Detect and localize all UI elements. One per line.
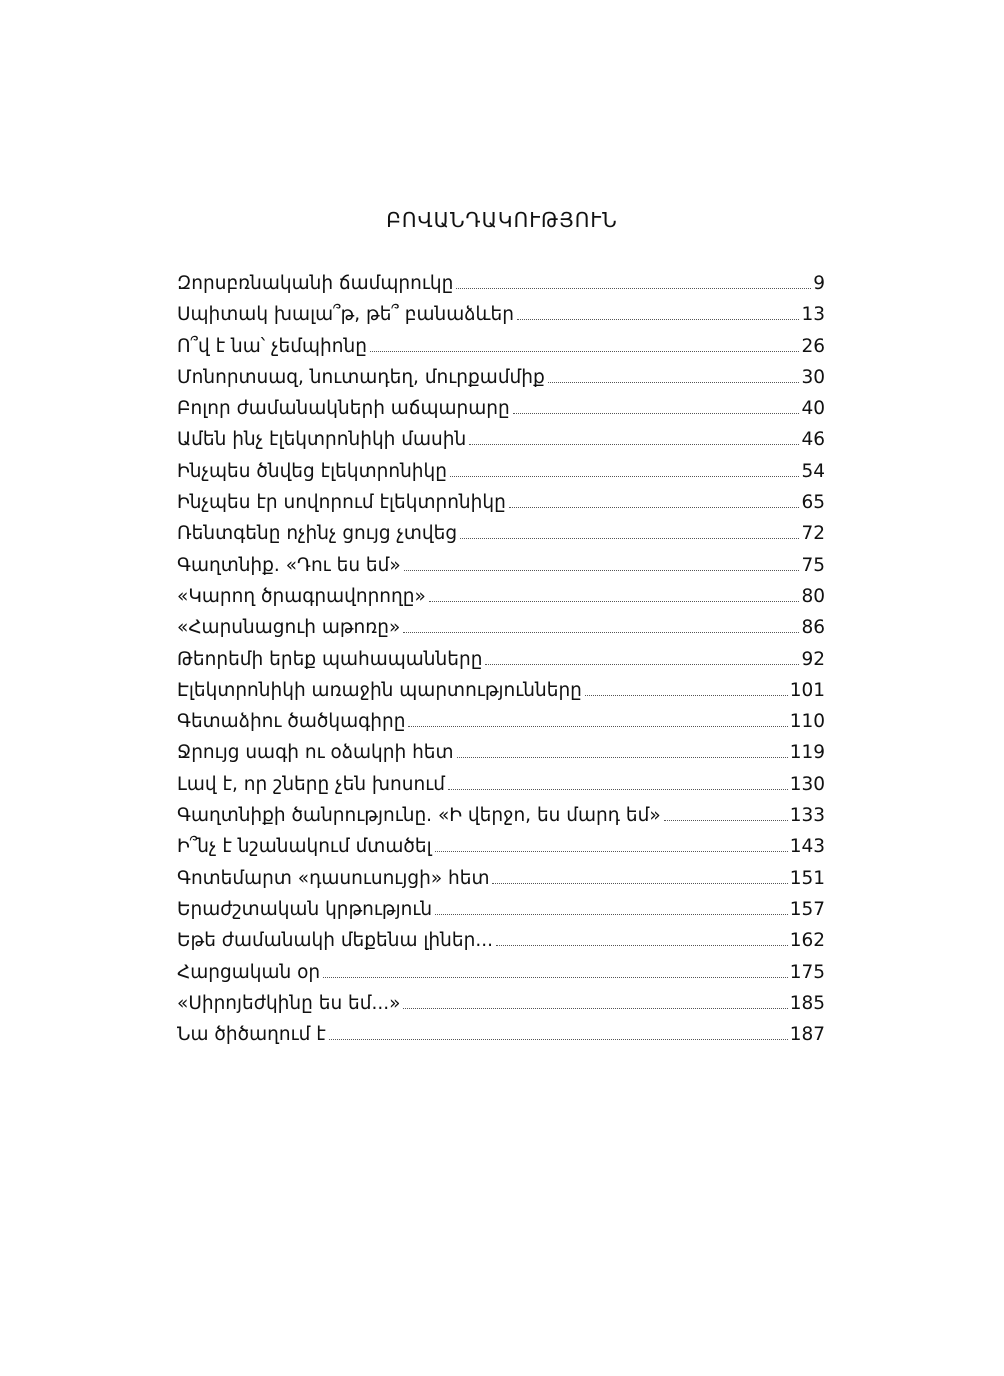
toc-entry [177, 393, 825, 424]
toc-entry-title: Ջրույց սագի ու օձակրի հետ [177, 742, 454, 764]
toc-entry-title: Մոնորտսազ, նուտադեղ, մուրքամմիք [177, 366, 545, 388]
toc-entry [177, 800, 825, 831]
dot-leader [435, 851, 788, 852]
toc-entry-title: Երաժշտական կրթություն [177, 898, 433, 920]
toc-entry [177, 299, 825, 330]
toc-entry [177, 831, 825, 862]
toc-entry [177, 424, 825, 455]
toc-entry-title: Էլեկտրոնիկի առաջին պարտությունները [177, 679, 582, 701]
dot-leader [404, 570, 800, 571]
toc-entry-title: Ինչպես ծնվեց էլեկտրոնիկը [177, 460, 447, 482]
toc-entry-page-number: 80 [801, 585, 825, 607]
toc-entry-title: Բոլոր ժամանակների աճպարարը [177, 398, 510, 420]
toc-entry-page-number: 151 [789, 867, 825, 889]
toc-entry-page-number: 92 [801, 648, 825, 670]
toc-entry-title: Հարցական օր [177, 961, 321, 983]
toc-entry-page-number: 187 [789, 1024, 825, 1046]
toc-entry-title: «Կարող ծրագրավորողը» [177, 585, 426, 607]
toc-entry-page-number: 133 [789, 805, 825, 827]
dot-leader [448, 789, 788, 790]
dot-leader [429, 601, 800, 602]
toc-entry-page-number: 110 [789, 711, 825, 733]
toc-entry-title: Ռենտգենը ոչինչ ցույց չտվեց [177, 523, 458, 545]
dot-leader [403, 1008, 787, 1009]
toc-entry-title: Թեորեմի երեք պահապանները [177, 648, 483, 670]
toc-entry-title: Գաղտնիքի ծանրությունը. «Ի վերջո, ես մարդ եմ» [177, 805, 661, 827]
toc-entry-page-number: 162 [789, 930, 825, 952]
dot-leader [513, 413, 800, 414]
dot-leader [492, 883, 787, 884]
dot-leader [548, 382, 800, 383]
toc-entry-title: Սպիտակ խալա՞թ, թե՞ բանաձևեր [177, 304, 515, 326]
dot-leader [403, 632, 799, 633]
toc-entry [177, 1019, 825, 1050]
toc-entry-page-number: 9 [813, 273, 825, 294]
toc-entry-page-number: 72 [801, 523, 825, 545]
toc-entry-title: Ի՞նչ է նշանակում մտածել [177, 836, 432, 858]
toc-entry-title: Եթե ժամանակի մեքենա լիներ... [177, 930, 493, 952]
toc-entry-page-number: 65 [801, 492, 825, 514]
toc-entry [177, 925, 825, 956]
toc-entry-page-number: 185 [789, 992, 825, 1014]
toc-entry-title: Ամեն ինչ էլեկտրոնիկի մասին [177, 429, 467, 451]
toc-entry-title: Ո՞վ է նա՝ չեմպիոնը [177, 335, 367, 357]
toc-entry [177, 487, 825, 518]
toc-entry-title: Ինչպես էր սովորում էլեկտրոնիկը [177, 492, 506, 514]
toc-entry [177, 362, 825, 393]
dot-leader [435, 914, 788, 915]
toc-entry-page-number: 130 [789, 773, 825, 795]
toc-entry [177, 644, 825, 675]
dot-leader [329, 1039, 788, 1040]
toc-entry-title: Նա ծիծաղում է [177, 1024, 326, 1046]
toc-entry [177, 675, 825, 706]
toc-entry-title: «Հարսնացուի աթոռը» [177, 617, 401, 639]
toc-entry [177, 706, 825, 737]
toc-entry [177, 550, 825, 581]
toc-entry [177, 581, 825, 612]
toc-entry [177, 863, 825, 894]
dot-leader [517, 319, 799, 320]
toc-entry-title: «Սիրոյեժկինը ես եմ...» [177, 992, 401, 1014]
toc-entry-page-number: 54 [801, 460, 825, 482]
dot-leader [485, 664, 799, 665]
toc-entry-page-number: 175 [789, 961, 825, 983]
toc-entry-title: Գոտեմարտ «դասուսույցի» հետ [177, 867, 490, 889]
toc-entry-page-number: 86 [801, 617, 825, 639]
dot-leader [408, 726, 787, 727]
toc-entry-title: Գետաձիու ծածկագիրը [177, 711, 406, 733]
toc-entry-page-number: 143 [789, 836, 825, 858]
toc-entry [177, 331, 825, 362]
toc-entry-page-number: 46 [801, 429, 825, 451]
dot-leader [469, 444, 799, 445]
dot-leader [370, 351, 800, 352]
dot-leader [323, 977, 788, 978]
dot-leader [450, 476, 799, 477]
dot-leader [460, 538, 799, 539]
toc-entry-page-number: 75 [801, 554, 825, 576]
dot-leader [664, 820, 788, 821]
toc-entry [177, 268, 825, 299]
dot-leader [456, 288, 811, 289]
dot-leader [496, 945, 788, 946]
toc-entry-page-number: 157 [789, 898, 825, 920]
dot-leader [457, 757, 788, 758]
toc-entry [177, 737, 825, 768]
toc-entry-page-number: 119 [789, 742, 825, 764]
toc-entry [177, 518, 825, 549]
toc-entry [177, 894, 825, 925]
toc-entry [177, 988, 825, 1019]
toc-entry-page-number: 30 [801, 366, 825, 388]
page-title: ԲՈՎԱՆԴԱԿՈՒԹՅՈՒՆ [386, 208, 618, 232]
toc-entry [177, 769, 825, 800]
toc-entry [177, 957, 825, 988]
toc-entry-page-number: 13 [801, 304, 825, 326]
table-of-contents [177, 268, 825, 1050]
dot-leader [585, 695, 788, 696]
toc-entry-page-number: 40 [801, 398, 825, 420]
toc-entry [177, 612, 825, 643]
toc-entry-page-number: 26 [801, 335, 825, 357]
toc-entry [177, 456, 825, 487]
toc-entry-title: Լավ է, որ շները չեն խոսում [177, 773, 445, 795]
toc-entry-title: Գաղտնիք. «Դու ես եմ» [177, 554, 401, 576]
toc-entry-title: Զորսբռնականի ճամպրուկը [177, 273, 454, 294]
dot-leader [509, 507, 800, 508]
toc-entry-page-number: 101 [789, 679, 825, 701]
